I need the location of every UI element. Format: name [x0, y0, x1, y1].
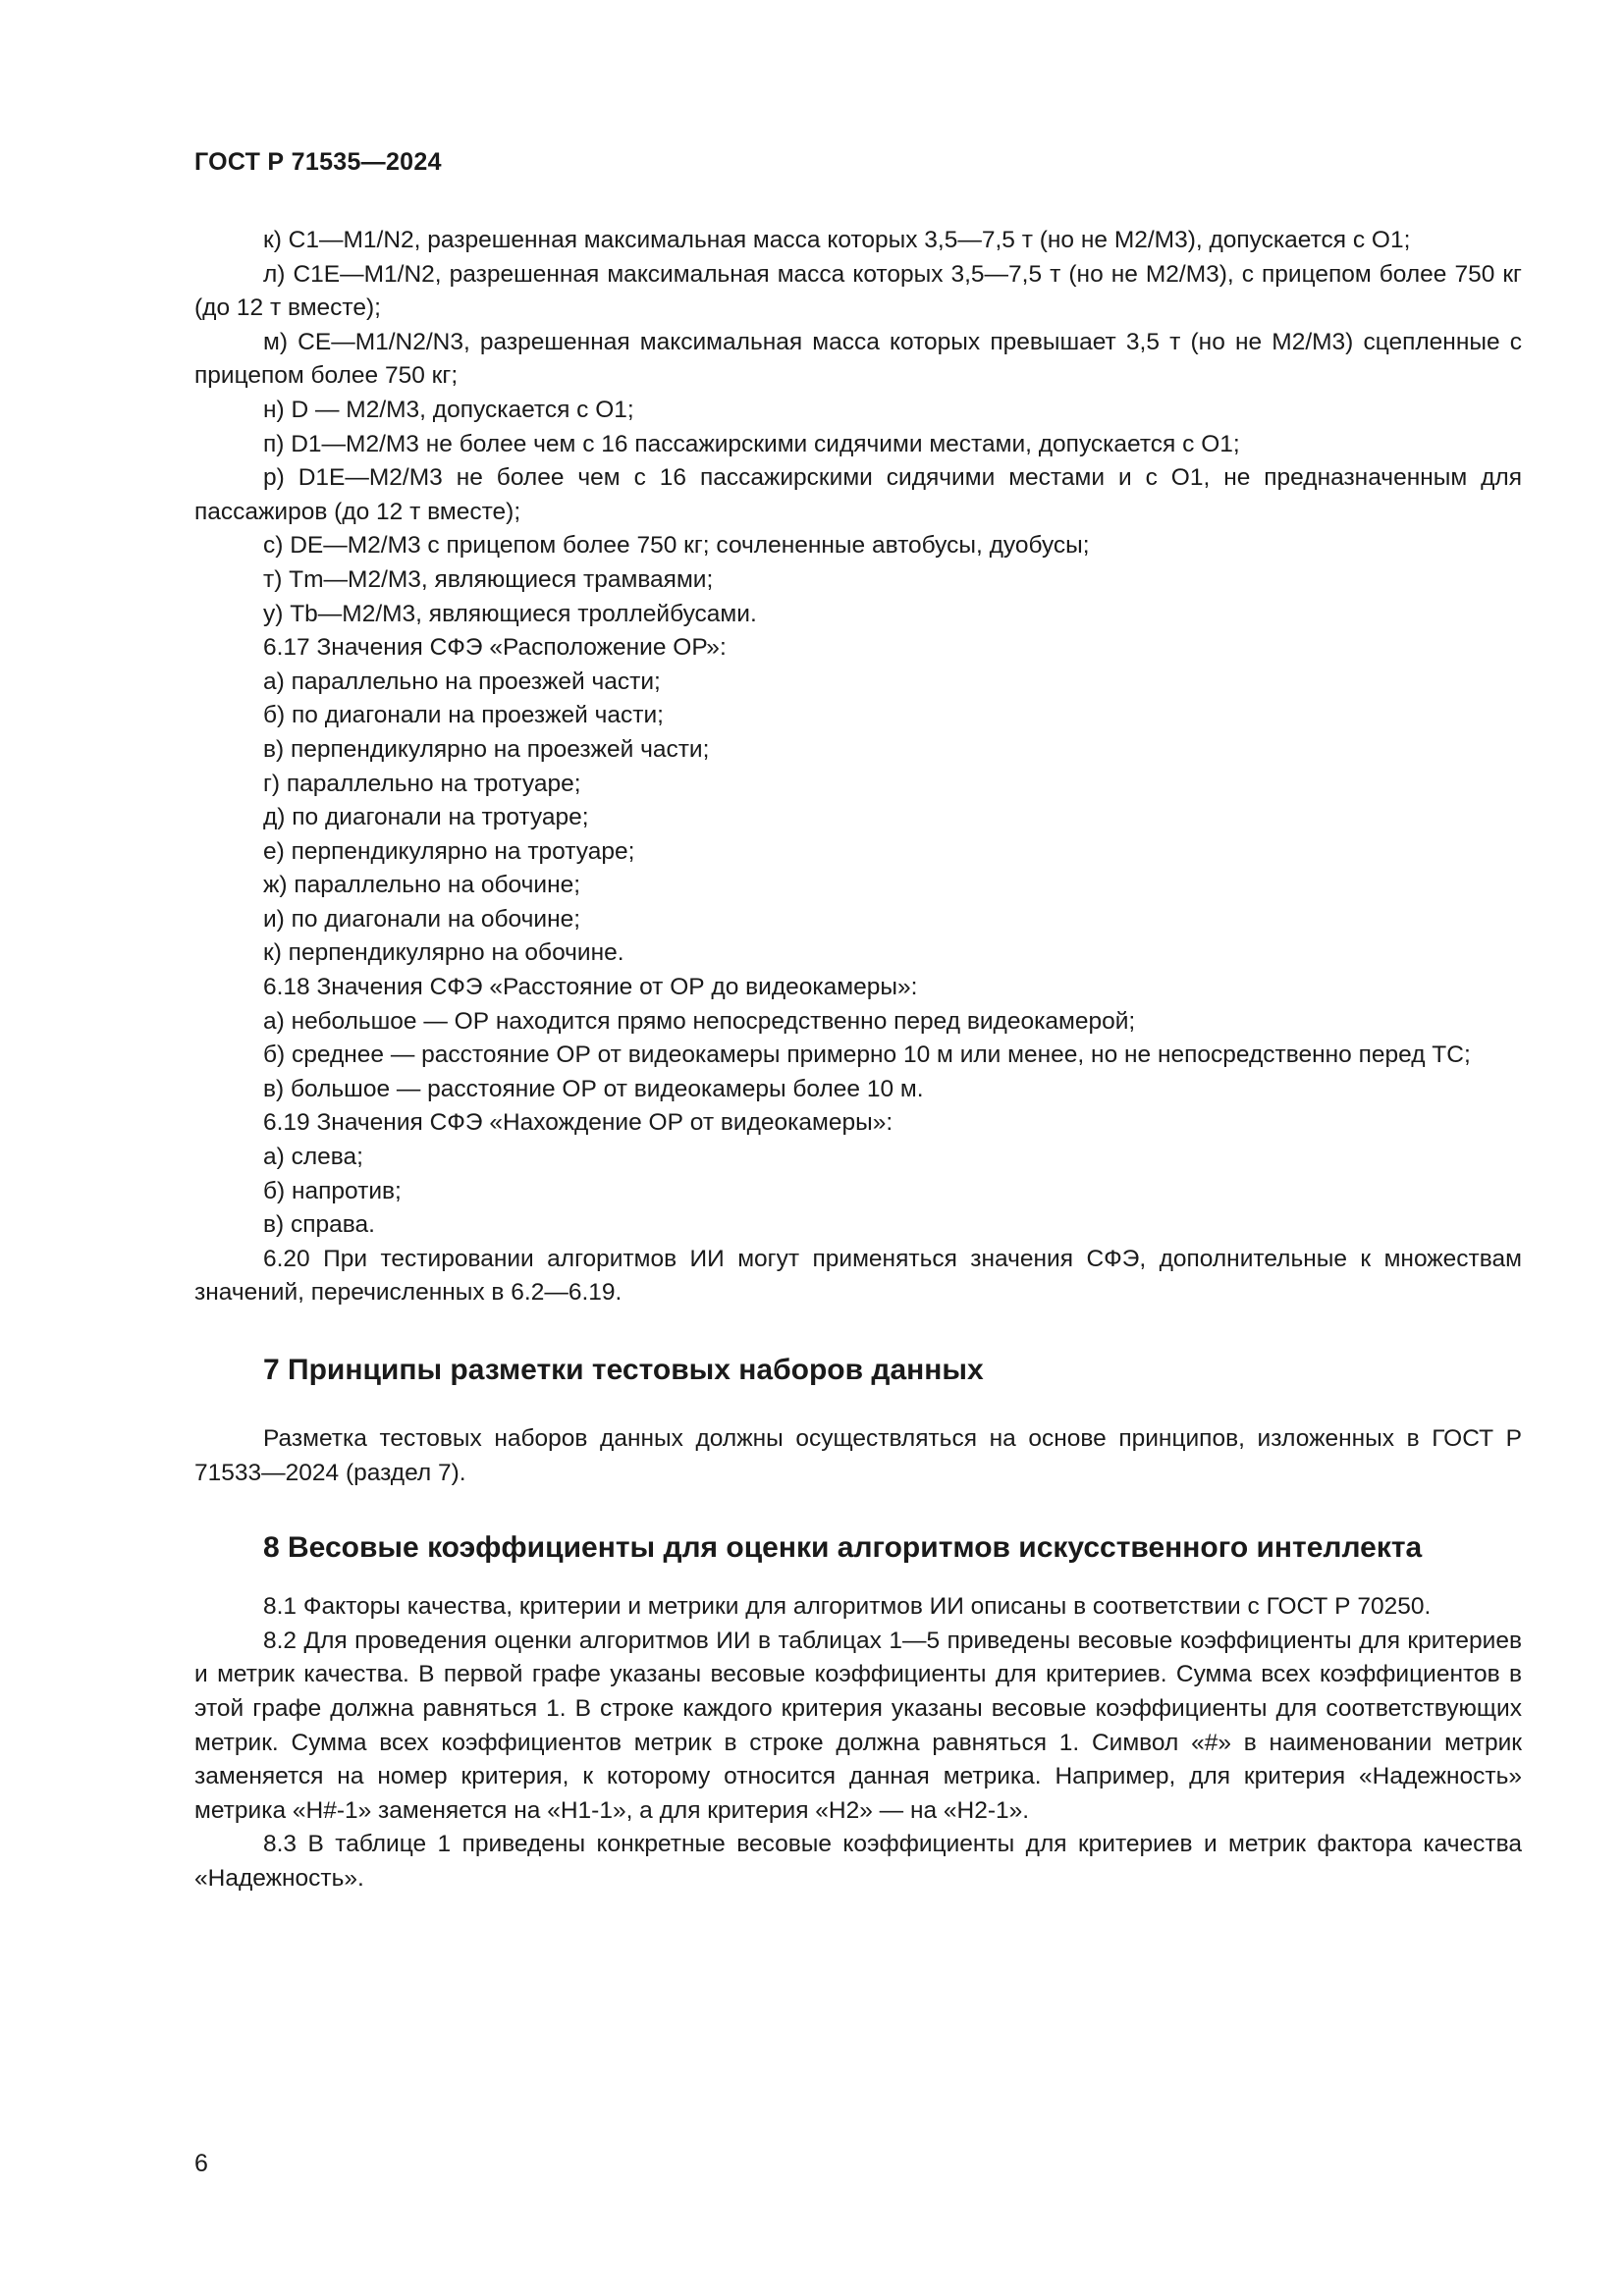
list-item: б) напротив; [263, 1177, 402, 1204]
list-item: в) перпендикулярно на проезжей части; [263, 735, 710, 763]
list-item: а) небольшое — ОР находится прямо непосредственно перед видеокамерой; [263, 1007, 1136, 1035]
list-item: м) CE—M1/N2/N3, разрешенная максимальная масса которых превышает 3,5 т (но не M2/M3) сцепленные с прицепом более 750 кг; [194, 328, 1522, 390]
list-item: б) по диагонали на проезжей части; [263, 702, 664, 729]
document-body [194, 224, 1522, 1896]
list-item: а) слева; [263, 1144, 363, 1171]
clause-6-18-title: 6.18 Значения СФЭ «Расстояние от ОР до видеокамеры»: [263, 974, 918, 1001]
list-item: д) по диагонали на тротуаре; [263, 804, 589, 831]
list-item: к) C1—M1/N2, разрешенная максимальная масса которых 3,5—7,5 т (но не M2/M3), допускается с O1; [263, 227, 1411, 253]
list-item: т) Tm—M2/M3, являющиеся трамваями; [263, 565, 714, 593]
section-7-heading: 7 Принципы разметки тестовых наборов данных [263, 1354, 984, 1386]
list-item: к) перпендикулярно на обочине. [263, 939, 624, 967]
page-number: 6 [194, 2150, 208, 2177]
list-item: у) Tb—M2/M3, являющиеся троллейбусами. [263, 600, 757, 627]
section-7-text: Разметка тестовых наборов данных должны осуществляться на основе принципов, изложенных в ГОСТ Р 71533—2024 (раздел 7). [194, 1425, 1522, 1486]
list-item: б) среднее — расстояние ОР от видеокамеры примерно 10 м или менее, но не непосредственно перед ТС; [263, 1041, 1471, 1069]
list-item: в) справа. [263, 1211, 375, 1239]
list-item: и) по диагонали на обочине; [263, 905, 581, 933]
list-item: н) D — M2/M3, допускается с O1; [263, 396, 634, 423]
list-item: а) параллельно на проезжей части; [263, 667, 661, 695]
clause-8-1: 8.1 Факторы качества, критерии и метрики для алгоритмов ИИ описаны в соответствии с ГОСТ Р 70250. [263, 1593, 1432, 1621]
list-item: п) D1—M2/M3 не более чем с 16 пассажирскими сидячими местами, допускается с O1; [263, 430, 1240, 457]
list-item: л) C1E—M1/N2, разрешенная максимальная масса которых 3,5—7,5 т (но не M2/M3), с прицепом более 750 кг (до 12 т вместе); [194, 260, 1522, 322]
clause-6-19-title: 6.19 Значения СФЭ «Нахождение ОР от видеокамеры»: [263, 1109, 893, 1137]
list-item: с) DE—M2/M3 с прицепом более 750 кг; сочлененные автобусы, дуобусы; [263, 532, 1090, 560]
list-item: е) перпендикулярно на тротуаре; [263, 837, 635, 865]
clause-6-17-title: 6.17 Значения СФЭ «Расположение ОР»: [263, 634, 727, 662]
clause-8-2: 8.2 Для проведения оценки алгоритмов ИИ в таблицах 1—5 приведены весовые коэффициенты для критериев и метрик качества. В первой графе указаны весовые коэффициенты для критериев. Сумма всех коэффициентов в этой графе должна равняться 1. В строке каждого критерия указаны весовые коэффициенты для соответствующих метрик. Сумма всех коэффициентов метрик в строке должна равняться 1. Символ «#» в наименовании метрик заменяется на номер критерия, к которому относится данная метрика. Например, для критерия «Надежность» метрика «Н#-1» заменяется на «Н1-1», а для критерия «Н2» — на «Н2-1». [194, 1627, 1522, 1824]
list-item: в) большое — расстояние ОР от видеокамеры более 10 м. [263, 1075, 924, 1102]
section-8-heading: 8 Весовые коэффициенты для оценки алгоритмов искусственного интеллекта [263, 1531, 1423, 1565]
list-item: г) параллельно на тротуаре; [263, 770, 581, 797]
clause-8-3: 8.3 В таблице 1 приведены конкретные весовые коэффициенты для критериев и метрик фактора качества «Надежность». [194, 1831, 1522, 1892]
list-item: р) D1E—M2/M3 не более чем с 16 пассажирскими сидячими местами и с O1, не предназначенным для пассажиров (до 12 т вместе); [194, 464, 1522, 525]
clause-6-20: 6.20 При тестировании алгоритмов ИИ могут применяться значения СФЭ, дополнительные к множествам значений, перечисленных в 6.2—6.19. [194, 1245, 1522, 1307]
list-item: ж) параллельно на обочине; [263, 872, 581, 899]
document-header: ГОСТ Р 71535—2024 [194, 148, 442, 176]
